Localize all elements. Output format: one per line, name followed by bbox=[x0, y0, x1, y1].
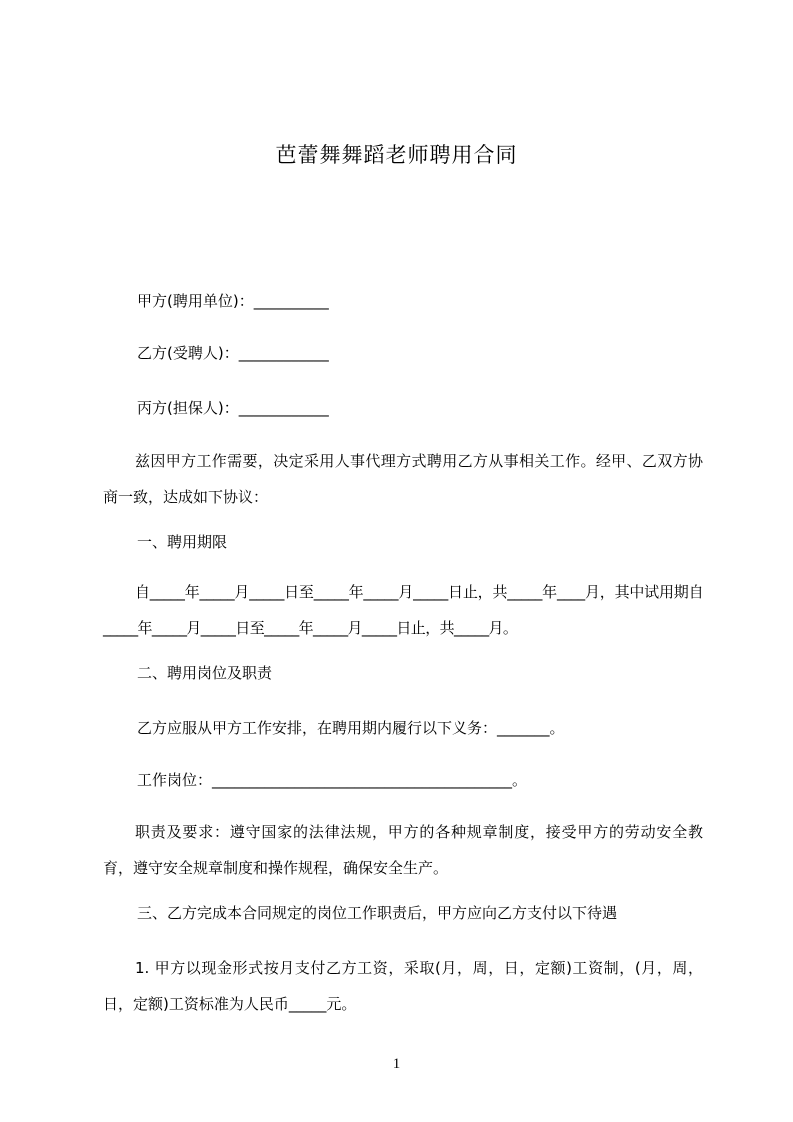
document-title: 芭蕾舞舞蹈老师聘用合同 bbox=[275, 143, 518, 167]
section2-duty-line: 乙方应服从甲方工作安排，在聘用期内履行以下义务：_______。 bbox=[137, 719, 565, 737]
page-number: 1 bbox=[392, 1056, 401, 1072]
section1-paragraph: 自_____年_____月_____日至_____年_____月_____日止，共_____年____月，其中试用期自_____年_____月_____日至_____年_____月_____日止，共_____月。 bbox=[103, 583, 703, 637]
party-a-line: 甲方(聘用单位)：__________ bbox=[137, 292, 329, 310]
section3-item1-paragraph: 1. 甲方以现金形式按月支付乙方工资，采取(月，周，日，定额)工资制，(月，周，日，定额)工资标准为人民币_____元。 bbox=[103, 959, 703, 1013]
section2-requirements-paragraph: 职责及要求：遵守国家的法律法规，甲方的各种规章制度，接受甲方的劳动安全教育，遵守安全规章制度和操作规程，确保安全生产。 bbox=[103, 823, 703, 877]
section1-heading: 一、聘用期限 bbox=[137, 533, 228, 551]
party-b-line: 乙方(受聘人)：____________ bbox=[137, 344, 329, 362]
section3-heading: 三、乙方完成本合同规定的岗位工作职责后，甲方应向乙方支付以下待遇 bbox=[137, 904, 618, 922]
section2-post-line: 工作岗位：________________________________________。 bbox=[137, 771, 528, 789]
intro-paragraph: 兹因甲方工作需要，决定采用人事代理方式聘用乙方从事相关工作。经甲、乙双方协商一致，达成如下协议： bbox=[103, 452, 703, 506]
party-c-line: 丙方(担保人)：____________ bbox=[137, 399, 329, 417]
section2-heading: 二、聘用岗位及职责 bbox=[137, 664, 273, 682]
